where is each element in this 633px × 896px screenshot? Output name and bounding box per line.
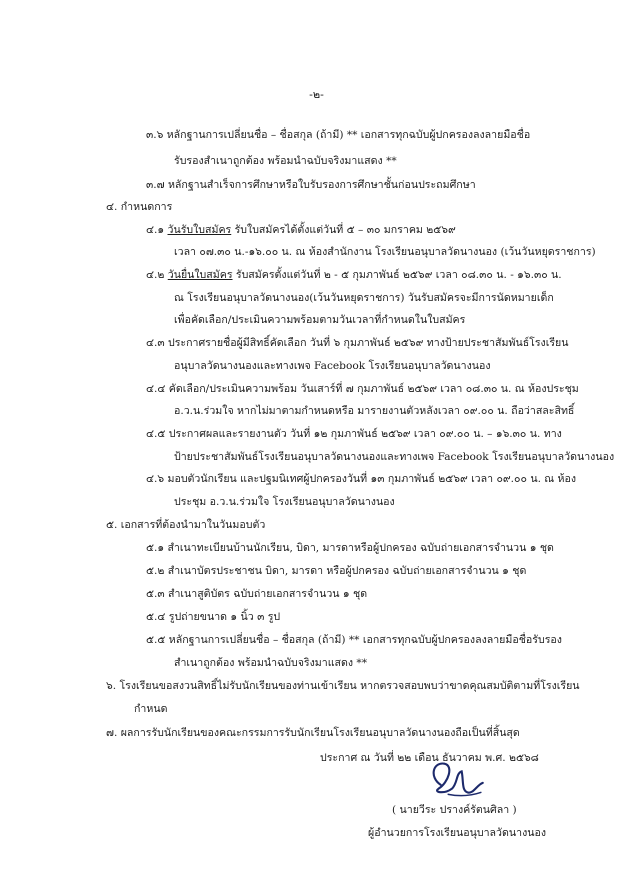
item-3-7: ๓.๗ หลักฐานสำเร็จการศึกษาหรือใบรับรองการศึกษาชั้นก่อนประถมศึกษา [146,179,476,191]
item-4-2-line3: เพื่อคัดเลือก/ประเมินความพร้อมตามวันเวลาที่กำหนดในใบสมัคร [174,314,466,326]
item-4-4-line1: ๔.๔ คัดเลือก/ประเมินความพร้อม วันเสาร์ที่ ๗ กุมภาพันธ์ ๒๕๖๙ เวลา ๐๘.๓๐ น. ณ ห้องประชุม [146,383,579,395]
item-5-4: ๕.๔ รูปถ่ายขนาด ๑ นิ้ว ๓ รูป [146,611,281,623]
item-4-1-rest: รับใบสมัครได้ตั้งแต่วันที่ ๕ – ๓๐ มกราคม ๒๕๖๙ [234,224,456,236]
item-4-2-label: วันยื่นใบสมัคร [167,269,233,281]
signer-name: ( นายวีระ ปรางค์รัตนศิลา ) [392,804,517,816]
item-3-6-line2: รับรองสำเนาถูกต้อง พร้อมนำฉบับจริงมาแสดง ** [174,155,397,167]
section-7: ๗. ผลการรับนักเรียนของคณะกรรมการรับนักเรียนโรงเรียนอนุบาลวัดนางนองถือเป็นที่สิ้นสุด [106,727,520,739]
section-6-line1: ๖. โรงเรียนขอสงวนสิทธิ์ไม่รับนักเรียนของท่านเข้าเรียน หากตรวจสอบพบว่าขาดคุณสมบัติตามที่โรงเรียน [106,680,580,692]
item-5-5-line1: ๕.๕ หลักฐานการเปลี่ยนชื่อ – ชื่อสกุล (ถ้ามี) ** เอกสารทุกฉบับผู้ปกครองลงลายมือชื่อรับรอง [146,634,562,646]
item-4-1-num: ๔.๑ [146,224,165,236]
item-4-5-line1: ๔.๕ ประกาศผลและรายงานตัว วันที่ ๑๒ กุมภาพันธ์ ๒๕๖๙ เวลา ๐๙.๐๐ น. – ๑๖.๓๐ น. ทาง [146,428,562,440]
item-4-2-line2: ณ โรงเรียนอนุบาลวัดนางนอง(เว้นวันหยุดราชการ) วันรับสมัครจะมีการนัดหมายเด็ก [174,292,554,304]
item-4-4-line2: อ.ว.น.ร่วมใจ หากไม่มาตามกำหนดหรือ มารายงานตัวหลังเวลา ๐๙.๐๐ น. ถือว่าสละสิทธิ์ [174,405,575,417]
page-number: -๒- [309,88,324,101]
announce-date: ประกาศ ณ วันที่ ๒๒ เดือน ธันวาคม พ.ศ. ๒๕๖๘ [320,752,539,764]
item-5-3: ๕.๓ สำเนาสูติบัตร ฉบับถ่ายเอกสารจำนวน ๑ ชุด [146,588,368,600]
item-5-5-line2: สำเนาถูกต้อง พร้อมนำฉบับจริงมาแสดง ** [174,657,368,669]
item-5-2: ๕.๒ สำเนาบัตรประชาชน บิดา, มารดา หรือผู้ปกครอง ฉบับถ่ายเอกสารจำนวน ๑ ชุด [146,565,527,577]
item-4-3-line1: ๔.๓ ประกาศรายชื่อผู้มีสิทธิ์คัดเลือก วันที่ ๖ กุมภาพันธ์ ๒๕๖๙ ทางป้ายประชาสัมพันธ์โรงเรียน [146,337,569,349]
item-4-2-num: ๔.๒ [146,269,165,281]
section-5-title: ๕. เอกสารที่ต้องนำมาในวันมอบตัว [106,519,266,531]
item-4-1-line2: เวลา ๐๗.๓๐ น.-๑๖.๐๐ น. ณ ห้องสำนักงาน โรงเรียนอนุบาลวัดนางนอง (เว้นวันหยุดราชการ) [174,246,596,258]
item-4-6-line2: ประชุม อ.ว.น.ร่วมใจ โรงเรียนอนุบาลวัดนางนอง [174,496,395,508]
section-6-line2: กำหนด [134,703,168,715]
item-5-1: ๕.๑ สำเนาทะเบียนบ้านนักเรียน, บิดา, มารดาหรือผู้ปกครอง ฉบับถ่ายเอกสารจำนวน ๑ ชุด [146,542,554,554]
item-4-1-line1 [146,223,456,237]
signer-title: ผู้อำนวยการโรงเรียนอนุบาลวัดนางนอง [368,827,547,839]
item-4-3-line2: อนุบาลวัดนางนองและทางเพจ Facebook โรงเรียนอนุบาลวัดนางนอง [174,360,491,372]
item-4-5-line2: ป้ายประชาสัมพันธ์โรงเรียนอนุบาลวัดนางนองและทางเพจ Facebook โรงเรียนอนุบาลวัดนางนอง [174,451,615,463]
section-4-title: ๔. กำหนดการ [106,201,173,213]
item-4-2-rest: รับสมัครตั้งแต่วันที่ ๒ - ๕ กุมภาพันธ์ ๒๕๖๙ เวลา ๐๘.๓๐ น. - ๑๖.๓๐ น. [235,269,562,281]
item-4-1-label: วันรับใบสมัคร [167,224,232,236]
signature-image [418,756,490,802]
item-4-2-line1 [146,268,562,282]
item-3-6-line1: ๓.๖ หลักฐานการเปลี่ยนชื่อ – ชื่อสกุล (ถ้ามี) ** เอกสารทุกฉบับผู้ปกครองลงลายมือชื่อ [146,129,531,141]
item-4-6-line1: ๔.๖ มอบตัวนักเรียน และปฐมนิเทศผู้ปกครองวันที่ ๑๓ กุมภาพันธ์ ๒๕๖๙ เวลา ๐๙.๐๐ น. ณ ห้อง [146,473,577,485]
